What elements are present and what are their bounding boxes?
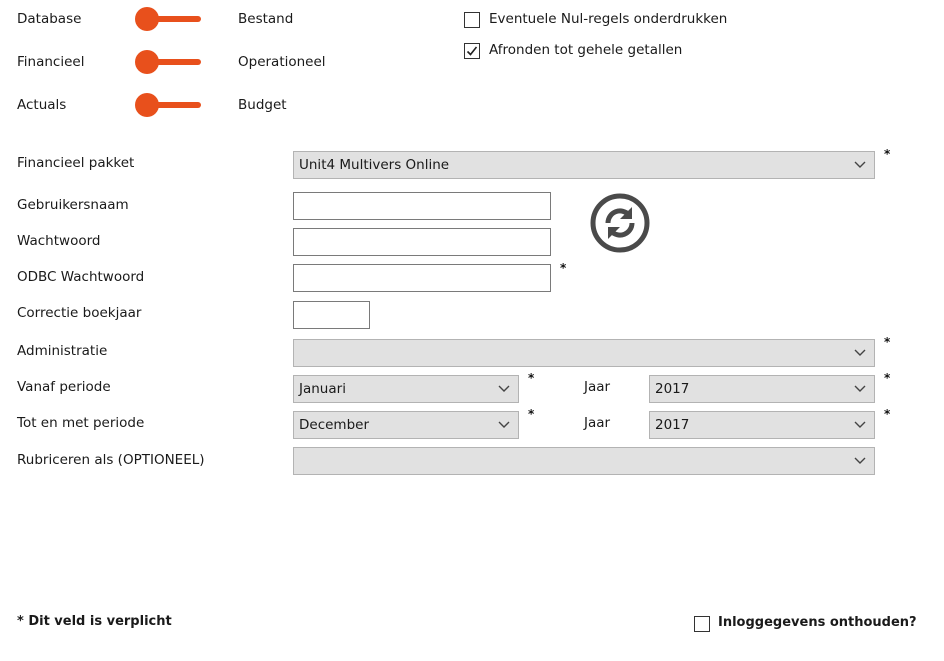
toggle-right-label-operationeel: Operationeel (238, 54, 326, 70)
required-marker: * (560, 261, 567, 275)
round-whole-numbers-checkbox[interactable] (464, 43, 480, 59)
type-toggle[interactable] (133, 49, 201, 75)
financial-package-label: Financieel pakket (17, 155, 135, 171)
from-year-select[interactable] (649, 375, 875, 403)
toggle-right-label-budget: Budget (238, 97, 287, 113)
required-marker: * (884, 371, 891, 385)
from-period-value: Januari (299, 381, 346, 397)
toggle-left-label-actuals: Actuals (17, 97, 67, 113)
chevron-down-icon (498, 385, 510, 393)
administration-select[interactable] (293, 339, 875, 367)
required-marker: * (528, 371, 535, 385)
chevron-down-icon (854, 421, 866, 429)
from-year-label: Jaar (584, 379, 611, 395)
toggle-right-label-bestand: Bestand (238, 11, 294, 27)
fiscal-year-correction-input[interactable] (293, 301, 370, 329)
classify-as-select[interactable] (293, 447, 875, 475)
from-year-value: 2017 (655, 381, 690, 397)
classify-as-label: Rubriceren als (OPTIONEEL) (17, 452, 205, 468)
administration-label: Administratie (17, 343, 108, 359)
check-icon (466, 45, 478, 57)
source-toggle[interactable] (133, 6, 201, 32)
from-period-select[interactable] (293, 375, 519, 403)
fiscal-year-correction-label: Correctie boekjaar (17, 305, 142, 321)
toggle-knob[interactable] (135, 50, 159, 74)
to-year-label: Jaar (584, 415, 611, 431)
suppress-zero-rows-label: Eventuele Nul-regels onderdrukken (489, 11, 728, 27)
chevron-down-icon (854, 161, 866, 169)
refresh-button[interactable] (590, 193, 650, 253)
required-marker: * (884, 407, 891, 421)
suppress-zero-rows-checkbox[interactable] (464, 12, 480, 28)
password-input[interactable] (293, 228, 551, 256)
from-period-label: Vanaf periode (17, 379, 111, 395)
toggle-left-label-database: Database (17, 11, 82, 27)
chevron-down-icon (854, 457, 866, 465)
chevron-down-icon (498, 421, 510, 429)
required-marker: * (528, 407, 535, 421)
odbc-password-label: ODBC Wachtwoord (17, 269, 145, 285)
scenario-toggle[interactable] (133, 92, 201, 118)
to-period-value: December (299, 417, 370, 433)
to-year-select[interactable] (649, 411, 875, 439)
required-field-note: * Dit veld is verplicht (17, 614, 172, 629)
toggle-left-label-financieel: Financieel (17, 54, 85, 70)
toggle-knob[interactable] (135, 93, 159, 117)
financial-package-select[interactable] (293, 151, 875, 179)
toggle-knob[interactable] (135, 7, 159, 31)
required-marker: * (884, 147, 891, 161)
round-whole-numbers-label: Afronden tot gehele getallen (489, 42, 683, 58)
username-label: Gebruikersnaam (17, 197, 129, 213)
chevron-down-icon (854, 385, 866, 393)
financial-package-value: Unit4 Multivers Online (299, 157, 450, 173)
refresh-icon (590, 193, 650, 253)
to-period-select[interactable] (293, 411, 519, 439)
remember-login-label: Inloggegevens onthouden? (718, 615, 917, 630)
odbc-password-input[interactable] (293, 264, 551, 292)
required-marker: * (884, 335, 891, 349)
chevron-down-icon (854, 349, 866, 357)
password-label: Wachtwoord (17, 233, 101, 249)
remember-login-checkbox[interactable] (694, 616, 710, 632)
to-year-value: 2017 (655, 417, 690, 433)
to-period-label: Tot en met periode (17, 415, 145, 431)
username-input[interactable] (293, 192, 551, 220)
